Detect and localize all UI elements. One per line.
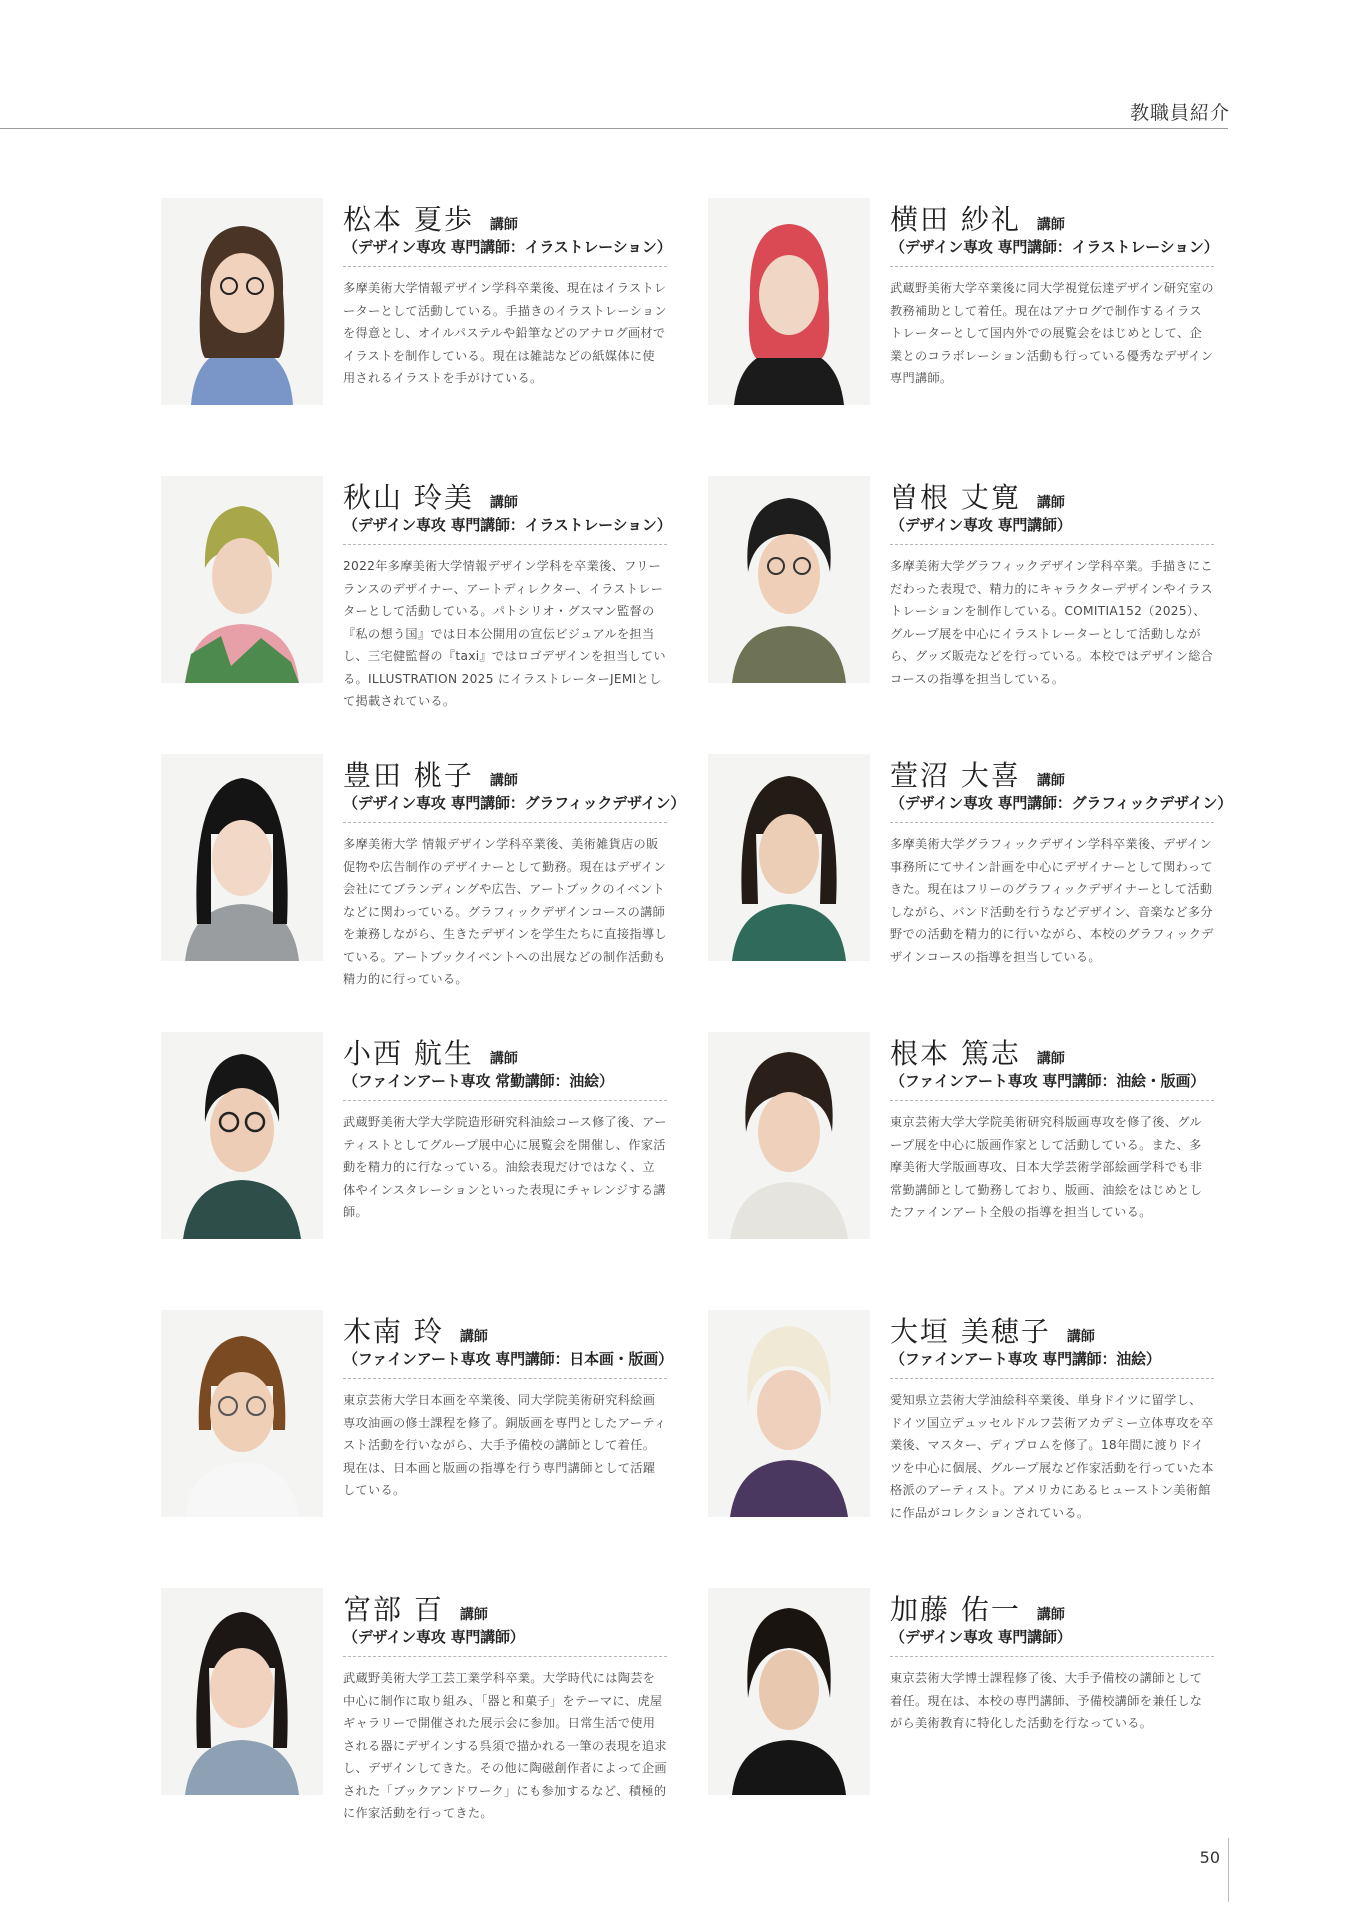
staff-name: 根本 篤志 — [890, 1037, 1021, 1070]
staff-name: 大垣 美穂子 — [890, 1315, 1051, 1348]
name-line — [343, 476, 667, 514]
staff-photo — [708, 1588, 870, 1795]
name-line — [890, 1588, 1214, 1626]
staff-bio: 多摩美術大学グラフィックデザイン学科卒業後、デザイン事務所にてサイン計画を中心にデザイナーとして関わってきた。現在はフリーのグラフィックデザイナーとして活動しながら、バンド活動を行うなどデザイン、音楽など多分野での活動を精力的に行いながら、本校のグラフィックデザインコースの指導を担当している。 — [890, 837, 1214, 964]
name-line — [890, 1032, 1214, 1070]
staff-card — [708, 198, 1231, 476]
dotted-divider — [343, 1378, 667, 1379]
staff-role: （デザイン専攻 専門講師：グラフィックデザイン） — [343, 794, 686, 812]
staff-card — [161, 754, 708, 1032]
name-line — [343, 1032, 667, 1070]
staff-card — [708, 1032, 1231, 1310]
staff-photo — [161, 1310, 323, 1517]
staff-bio: 武蔵野美術大学工芸工業学科卒業。大学時代には陶芸を中心に制作に取り組み、「器と和菓子」をテーマに、虎屋ギャラリーで開催された展示会に参加。日常生活で使用される器にデザインする呉須で描かれる一筆の表現を追求し、デザインしてきた。その他に陶磁創作者によって企画された「ブックアンドワーク」にも参加するなど、積極的に作家活動を行ってきた。 — [343, 1671, 667, 1820]
page-number: 50 — [1199, 1848, 1220, 1867]
staff-rank: 講師 — [1036, 495, 1065, 511]
staff-photo — [708, 1032, 870, 1239]
staff-bio: 多摩美術大学 情報デザイン学科卒業後、美術雑貨店の販促物や広告制作のデザイナーとして勤務。現在はデザイン会社にてブランディングや広告、アートブックのイベントなどに関わっている。グラフィックデザインコースの講師を兼務しながら、生きたデザインを学生たちに直接指導している。アートブックイベントへの出展などの制作活動も精力的に行っている。 — [343, 837, 667, 986]
staff-name: 加藤 佑一 — [890, 1593, 1021, 1626]
staff-rank: 講師 — [1036, 773, 1065, 789]
name-line — [343, 1588, 667, 1626]
staff-role: （デザイン専攻 専門講師：グラフィックデザイン） — [890, 794, 1233, 812]
dotted-divider — [890, 544, 1214, 545]
staff-info — [890, 198, 1219, 390]
staff-name: 横田 紗礼 — [890, 203, 1021, 236]
header-rule — [0, 128, 1228, 129]
dotted-divider — [343, 822, 667, 823]
staff-name: 萱沼 大喜 — [890, 759, 1021, 792]
staff-role: （デザイン専攻 専門講師） — [343, 1628, 525, 1646]
staff-photo — [161, 1588, 323, 1795]
staff-role: （デザイン専攻 専門講師：イラストレーション） — [343, 516, 672, 534]
staff-rank: 講師 — [489, 1051, 518, 1067]
staff-card — [161, 476, 708, 754]
staff-info — [343, 1310, 673, 1502]
name-line — [343, 754, 667, 792]
dotted-divider — [890, 1656, 1214, 1657]
staff-bio: 武蔵野美術大学卒業後に同大学視覚伝達デザイン研究室の教務補助として着任。現在はアナログで制作するイラストレーターとして国内外での展覧会をはじめとして、企業とのコラボレーション活動も行っている優秀なデザイン専門講師。 — [890, 281, 1214, 385]
staff-rank: 講師 — [489, 495, 518, 511]
staff-card — [161, 198, 708, 476]
staff-info — [343, 198, 672, 390]
name-line — [890, 1310, 1214, 1348]
dotted-divider — [343, 1100, 667, 1101]
staff-bio: 東京芸術大学大学院美術研究科版画専攻を修了後、グループ展を中心に版画作家として活動している。また、多摩美術大学版画専攻、日本大学芸術学部絵画学科でも非常勤講師として勤務しており、版画、油絵をはじめとしたファインアート全般の指導を担当している。 — [890, 1115, 1203, 1219]
dotted-divider — [343, 266, 667, 267]
staff-info — [890, 754, 1233, 968]
staff-rank: 講師 — [1036, 1051, 1065, 1067]
staff-role: （ファインアート専攻 専門講師：油絵） — [890, 1350, 1161, 1368]
staff-card — [161, 1310, 708, 1588]
staff-photo — [708, 754, 870, 961]
staff-info — [343, 1032, 667, 1224]
staff-card — [161, 1032, 708, 1310]
staff-rank: 講師 — [459, 1607, 488, 1623]
staff-name: 宮部 百 — [343, 1593, 444, 1626]
staff-photo — [161, 476, 323, 683]
staff-name: 秋山 玲美 — [343, 481, 474, 514]
staff-bio: 武蔵野美術大学大学院造形研究科油絵コース修了後、アーティストとしてグループ展中心に展覧会を開催し、作家活動を精力的に行なっている。油絵表現だけではなく、立体やインスタレーションといった表現にチャレンジする講師。 — [343, 1115, 667, 1219]
staff-role: （デザイン専攻 専門講師：イラストレーション） — [343, 238, 672, 256]
staff-photo — [708, 1310, 870, 1517]
dotted-divider — [343, 544, 667, 545]
staff-card — [161, 1588, 708, 1866]
staff-bio: 東京芸術大学博士課程修了後、大手予備校の講師として着任。現在は、本校の専門講師、予備校講師を兼任しながら美術教育に特化した活動を行なっている。 — [890, 1671, 1203, 1730]
dotted-divider — [343, 1656, 667, 1657]
name-line — [890, 476, 1214, 514]
staff-name: 小西 航生 — [343, 1037, 474, 1070]
staff-info — [890, 1310, 1214, 1524]
staff-info — [343, 754, 686, 991]
staff-photo — [161, 198, 323, 405]
staff-name: 木南 玲 — [343, 1315, 444, 1348]
staff-bio: 多摩美術大学情報デザイン学科卒業後、現在はイラストレーターとして活動している。手描きのイラストレーションを得意とし、オイルパステルや鉛筆などのアナログ画材でイラストを制作している。現在は雑誌などの紙媒体に使用されるイラストを手がけている。 — [343, 281, 667, 385]
staff-rank: 講師 — [1036, 1607, 1065, 1623]
staff-info — [343, 476, 672, 713]
staff-name: 松本 夏歩 — [343, 203, 474, 236]
name-line — [343, 1310, 667, 1348]
dotted-divider — [890, 822, 1214, 823]
staff-card — [708, 1588, 1231, 1866]
staff-info — [890, 1032, 1214, 1224]
dotted-divider — [890, 266, 1214, 267]
staff-bio: 東京芸術大学日本画を卒業後、同大学院美術研究科絵画専攻油画の修士課程を修了。銅版画を専門としたアーティスト活動を行いながら、大手予備校の講師として着任。現在は、日本画と版画の指導を行う専門講師として活躍している。 — [343, 1393, 667, 1497]
staff-bio: 愛知県立芸術大学油絵科卒業後、単身ドイツに留学し、ドイツ国立デュッセルドルフ芸術アカデミー立体専攻を卒業後、マスター、ディプロムを修了。18年間に渡りドイツを中心に個展、グループ展など作家活動を行っていた本格派のアーティスト。アメリカにあるヒューストン美術館に作品がコレクションされている。 — [890, 1393, 1214, 1520]
staff-name: 豊田 桃子 — [343, 759, 474, 792]
page-number-rule — [1228, 1838, 1229, 1902]
staff-role: （デザイン専攻 専門講師：イラストレーション） — [890, 238, 1219, 256]
staff-photo — [708, 476, 870, 683]
name-line — [890, 198, 1214, 236]
name-line — [890, 754, 1214, 792]
staff-card — [708, 1310, 1231, 1588]
staff-info — [890, 476, 1214, 690]
staff-info — [343, 1588, 667, 1825]
staff-role: （デザイン専攻 専門講師） — [890, 1628, 1072, 1646]
staff-role: （ファインアート専攻 専門講師：日本画・版画） — [343, 1350, 673, 1368]
staff-role: （デザイン専攻 専門講師） — [890, 516, 1072, 534]
staff-photo — [708, 198, 870, 405]
staff-rank: 講師 — [1036, 217, 1065, 233]
name-line — [343, 198, 667, 236]
staff-grid — [161, 198, 1231, 1866]
staff-bio: 2022年多摩美術大学情報デザイン学科を卒業後、フリーランスのデザイナー、アートディレクター、イラストレーターとして活動している。パトシリオ・グスマン監督の『私の想う国』では日本公開用の宣伝ビジュアルを担当し、三宅健監督の『taxi』ではロゴデザインを担当している。ILLUSTRATION 2025 にイラストレーターJEMIとして掲載されている。 — [343, 559, 666, 708]
dotted-divider — [890, 1378, 1214, 1379]
staff-rank: 講師 — [1066, 1329, 1095, 1345]
staff-info — [890, 1588, 1214, 1735]
staff-card — [708, 754, 1231, 1032]
staff-photo — [161, 1032, 323, 1239]
staff-card — [708, 476, 1231, 754]
page-section-title: 教職員紹介 — [1129, 102, 1230, 124]
staff-photo — [161, 754, 323, 961]
staff-role: （ファインアート専攻 常勤講師：油絵） — [343, 1072, 614, 1090]
staff-rank: 講師 — [459, 1329, 488, 1345]
staff-name: 曽根 丈寛 — [890, 481, 1021, 514]
staff-rank: 講師 — [489, 217, 518, 233]
staff-bio: 多摩美術大学グラフィックデザイン学科卒業。手描きにこだわった表現で、精力的にキャラクターデザインやイラストレーションを制作している。COMITIA152（2025）、グループ展を中心にイラストレーターとして活動しながら、グッズ販売などを行っている。本校ではデザイン総合コースの指導を担当している。 — [890, 559, 1214, 686]
dotted-divider — [890, 1100, 1214, 1101]
staff-rank: 講師 — [489, 773, 518, 789]
staff-role: （ファインアート専攻 専門講師：油絵・版画） — [890, 1072, 1206, 1090]
